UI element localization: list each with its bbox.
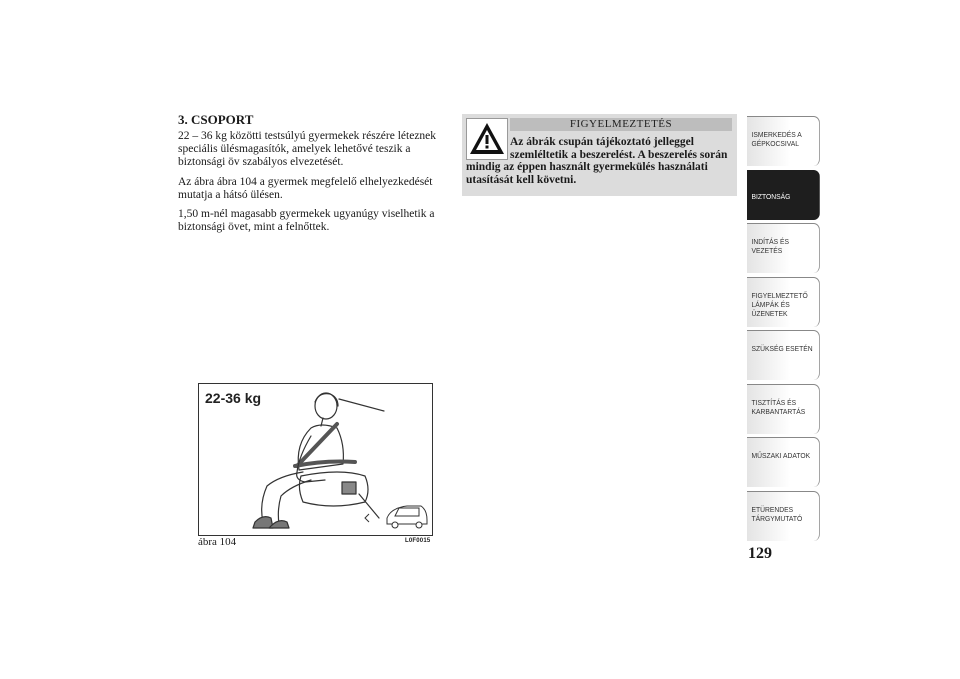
- page-number: 129: [748, 545, 772, 562]
- tab-label: INDÍTÁS ÉS VEZETÉS: [751, 237, 790, 255]
- tab-tisztitas[interactable]: [747, 384, 820, 434]
- tab-label: TISZTÍTÁS ÉS KARBANTARTÁS: [751, 397, 806, 416]
- tab-biztonsag[interactable]: [747, 170, 820, 220]
- tab-label: FIGYELMEZTETŐ LÁMPÁK ÉS ÜZENETEK: [751, 290, 808, 318]
- tab-figyelmezteto[interactable]: [747, 277, 820, 327]
- tab-muszaki[interactable]: [747, 437, 820, 487]
- chapter-tabs: [747, 116, 820, 544]
- child-on-booster-illustration: [199, 384, 432, 535]
- tab-targymutato[interactable]: [747, 491, 820, 541]
- tab-inditas[interactable]: [747, 223, 820, 273]
- figure-weight-label: 22-36 kg: [205, 390, 262, 406]
- tab-label: SZÜKSÉG ESETÉN: [751, 344, 813, 353]
- tab-label: BIZTONSÁG: [751, 191, 791, 201]
- figure-child-seat: [198, 383, 433, 536]
- tab-szukseg[interactable]: [747, 330, 820, 380]
- tab-label: ETÜRENDES TÁRGYMUTATÓ: [751, 504, 803, 523]
- tab-label: ISMERKEDÉS A GÉPKOCSIVAL: [751, 130, 802, 148]
- section-heading: 3. CSOPORT: [178, 112, 254, 127]
- warning-text: Az ábrák csupán tájékoztató jelleggel szemléltetik a beszerelést. A beszerelés során mindig az éppen használt gyermekülés használati utasítását kell követni.: [466, 136, 728, 186]
- tab-label: MŰSZAKI ADATOK: [751, 451, 811, 460]
- tab-ismerkedes[interactable]: [747, 116, 820, 166]
- figure-caption: ábra 104: [198, 536, 237, 548]
- paragraph-1: 22 – 36 kg közötti testsúlyú gyermekek részére léteznek speciális ülésmagasítók, amelyek lehetővé teszik a biztonsági öv szabályos elvezetését.: [178, 130, 437, 168]
- warning-box: [462, 114, 737, 196]
- warning-text-wrap: [466, 136, 732, 186]
- paragraph-2: Az ábra ábra 104 a gyermek megfelelő elhelyezkedését mutatja a hátsó ülésen.: [178, 176, 433, 201]
- paragraph-3: 1,50 m-nél magasabb gyermekek ugyanúgy viselhetik a biztonsági övet, mint a felnőttek.: [178, 208, 435, 233]
- figure-code: L0F0015: [405, 538, 431, 544]
- warning-title: FIGYELMEZTETÉS: [510, 118, 732, 131]
